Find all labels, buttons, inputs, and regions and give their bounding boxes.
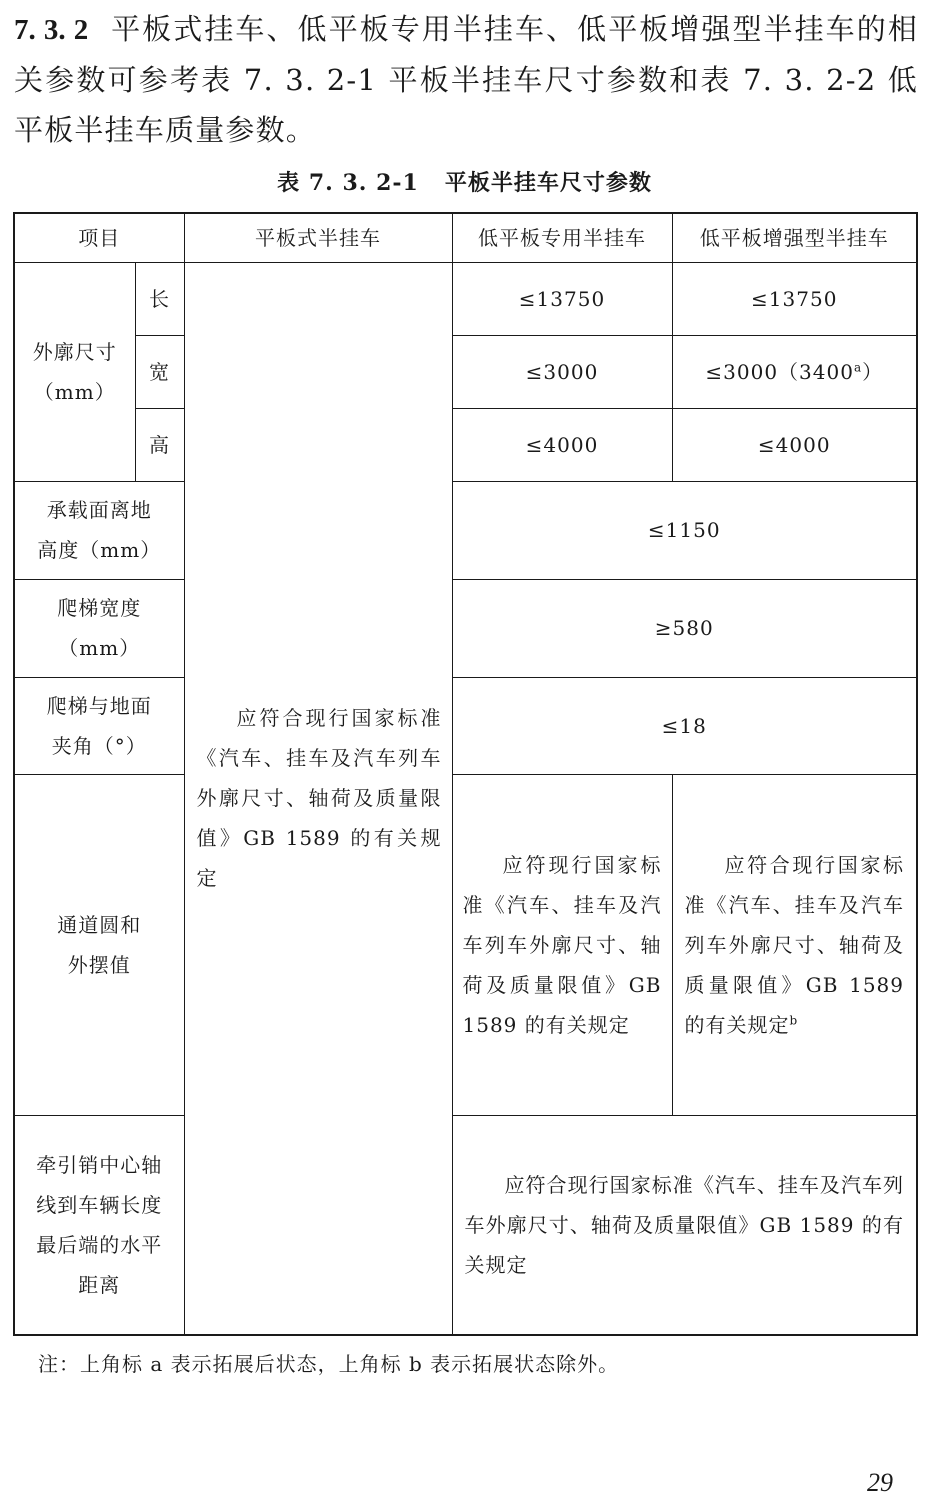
- header-item: 项目: [14, 213, 184, 262]
- width-low-value: ≤3000: [452, 335, 672, 408]
- table-row-width: [14, 335, 917, 408]
- height-label: 高: [135, 408, 184, 481]
- kingpin-label-line2: 线到车辆长度: [36, 1192, 163, 1217]
- header-flat: 平板式半挂车: [184, 213, 452, 262]
- table-caption: [0, 166, 929, 197]
- table-caption-number: 表 7. 3. 2-1: [277, 170, 419, 196]
- outline-unit-label: （mm）: [33, 379, 116, 404]
- height-enhanced-value: ≤4000: [672, 408, 917, 481]
- length-label: 长: [135, 262, 184, 335]
- section-text: 平板式挂车、低平板专用半挂车、低平板增强型半挂车的相关参数可参考表 7. 3. 2-1 平板半挂车尺寸参数和表 7. 3. 2-2 低平板半挂车质量参数。: [14, 12, 919, 147]
- load-height-label-line2: 高度（mm）: [37, 538, 162, 562]
- table-row-height: [14, 408, 917, 481]
- length-enhanced-value: ≤13750: [672, 262, 917, 335]
- width-enhanced-cell: [672, 335, 917, 408]
- table-caption-title: 平板半挂车尺寸参数: [444, 170, 652, 196]
- table-row-ladder-width: [14, 579, 917, 677]
- table-note: 注：上角标 a 表示拓展后状态，上角标 b 表示拓展状态除外。: [38, 1352, 620, 1376]
- outline-group-label: 外廓尺寸: [32, 339, 117, 364]
- header-enhanced: 低平板增强型半挂车: [672, 213, 917, 262]
- ladder-angle-label-line1: 爬梯与地面: [46, 693, 152, 718]
- ladder-angle-value: ≤18: [452, 677, 917, 774]
- kingpin-label: [14, 1115, 184, 1335]
- width-enhanced-value: ≤3000（3400: [705, 359, 854, 384]
- ladder-width-value: ≥580: [452, 579, 917, 677]
- width-label: 宽: [135, 335, 184, 408]
- ladder-width-label: [14, 579, 184, 677]
- kingpin-label-line4: 距离: [78, 1272, 121, 1297]
- params-table: [13, 212, 918, 1336]
- table-row-length: [14, 262, 917, 335]
- kingpin-value: 应符合现行国家标准《汽车、挂车及汽车列车外廓尺寸、轴荷及质量限值》GB 1589 的有关规定: [452, 1115, 917, 1335]
- load-height-value: ≤1150: [452, 481, 917, 579]
- turning-enhanced-superscript: b: [789, 1012, 799, 1027]
- width-enhanced-superscript: a: [853, 359, 863, 374]
- flat-all-cell: 应符合现行国家标准《汽车、挂车及汽车列车外廓尺寸、轴荷及质量限值》GB 1589 的有关规定: [184, 262, 452, 1335]
- ladder-width-label-line1: 爬梯宽度: [57, 596, 142, 620]
- turning-label-line1: 通道圆和: [57, 912, 142, 937]
- section-number: 7. 3. 2: [14, 14, 89, 46]
- table-row-ladder-angle: [14, 677, 917, 774]
- header-low: 低平板专用半挂车: [452, 213, 672, 262]
- outline-group-cell: [14, 262, 135, 481]
- width-enhanced-close: ）: [862, 359, 884, 384]
- turning-enhanced-value: 应符合现行国家标准《汽车、挂车及汽车列车外廓尺寸、轴荷及质量限值》GB 1589 的有关规定: [684, 852, 904, 1037]
- section-paragraph: [14, 4, 918, 155]
- table-row-turning: [14, 774, 917, 1115]
- page-number: 29: [867, 1468, 893, 1497]
- table-header-row: [14, 213, 917, 262]
- length-low-value: ≤13750: [452, 262, 672, 335]
- turning-enhanced-cell: [672, 774, 917, 1115]
- turning-label-line2: 外摆值: [67, 952, 131, 977]
- kingpin-label-line1: 牵引销中心轴: [36, 1152, 163, 1177]
- table-row-kingpin: [14, 1115, 917, 1335]
- turning-label: [14, 774, 184, 1115]
- height-low-value: ≤4000: [452, 408, 672, 481]
- load-height-label: [14, 481, 184, 579]
- turning-low-value: 应符现行国家标准《汽车、挂车及汽车列车外廓尺寸、轴荷及质量限值》GB 1589 的有关规定: [452, 774, 672, 1115]
- ladder-angle-label: [14, 677, 184, 774]
- ladder-angle-label-line2: 夹角（°）: [51, 733, 147, 758]
- kingpin-label-line3: 最后端的水平: [36, 1232, 163, 1257]
- load-height-label-line1: 承载面离地: [46, 498, 152, 522]
- table-row-load-height: [14, 481, 917, 579]
- ladder-width-label-line2: （mm）: [58, 636, 141, 660]
